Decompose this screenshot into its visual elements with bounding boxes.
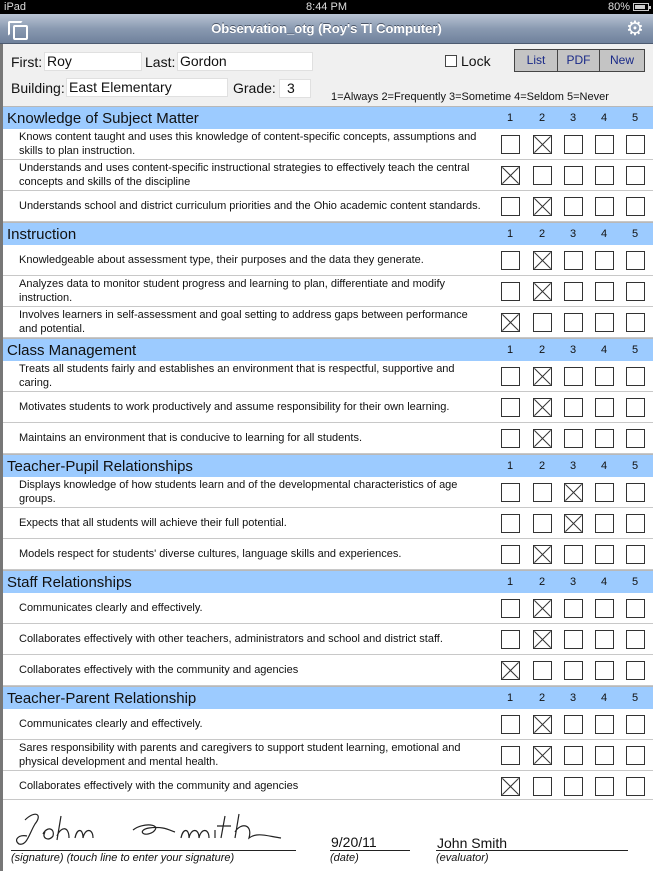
section-header — [3, 106, 653, 129]
rating-checkbox[interactable] — [626, 746, 645, 765]
rating-checkbox[interactable] — [626, 197, 645, 216]
rating-checkbox[interactable] — [501, 599, 520, 618]
rating-checkbox[interactable] — [564, 514, 583, 533]
rating-checkbox[interactable] — [595, 398, 614, 417]
rating-checkbox[interactable] — [595, 545, 614, 564]
rating-checkbox[interactable] — [626, 514, 645, 533]
rating-checkbox[interactable] — [626, 483, 645, 502]
criterion-text: Treats all students fairly and establishes an environment that is respectful, supportive and caring. — [19, 363, 455, 389]
rating-checkbox[interactable] — [564, 313, 583, 332]
scale-number: 3 — [569, 344, 577, 356]
rating-checkbox[interactable] — [564, 282, 583, 301]
rating-checkbox[interactable] — [533, 630, 552, 649]
rating-checkbox[interactable] — [533, 599, 552, 618]
scale-number: 4 — [600, 576, 608, 588]
scale-number: 1 — [506, 228, 514, 240]
scale-number: 2 — [538, 228, 546, 240]
scale-number: 1 — [506, 344, 514, 356]
evaluator-caption: (evaluator) — [436, 852, 489, 864]
criterion-row — [3, 709, 653, 740]
rating-checkbox[interactable] — [501, 514, 520, 533]
rating-checkbox[interactable] — [501, 197, 520, 216]
rating-checkbox[interactable] — [626, 313, 645, 332]
rating-checkbox[interactable] — [501, 746, 520, 765]
rating-checkbox[interactable] — [533, 282, 552, 301]
rating-checkbox[interactable] — [626, 599, 645, 618]
scale-number: 2 — [538, 576, 546, 588]
grade-field[interactable]: 3 — [279, 79, 311, 98]
scale-number: 5 — [631, 460, 639, 472]
evaluator-value[interactable]: John Smith — [437, 835, 508, 851]
scale-number: 5 — [631, 344, 639, 356]
device-label: iPad — [4, 1, 27, 13]
rating-checkbox[interactable] — [501, 313, 520, 332]
signature-first-name-stroke — [17, 814, 93, 844]
scale-number: 2 — [538, 344, 546, 356]
building-label: Building: — [11, 80, 65, 96]
rating-checkbox[interactable] — [501, 398, 520, 417]
lock-label: Lock — [461, 53, 491, 69]
section-title: Staff Relationships — [7, 574, 132, 591]
rating-checkbox[interactable] — [595, 166, 614, 185]
scale-number: 2 — [538, 460, 546, 472]
scale-number: 4 — [600, 460, 608, 472]
scale-number: 3 — [569, 576, 577, 588]
date-caption: (date) — [330, 852, 359, 864]
criterion-text: Understands school and district curriculum priorities and the Ohio academic content standards. — [19, 200, 481, 212]
rating-section — [3, 454, 653, 570]
rating-section — [3, 106, 653, 222]
rating-checkbox[interactable] — [595, 251, 614, 270]
rating-checkbox[interactable] — [501, 777, 520, 796]
criterion-text: Sares responsibility with parents and caregivers to support student learning, emotional and physical development and mental health. — [19, 742, 461, 768]
rating-checkbox[interactable] — [501, 135, 520, 154]
rating-checkbox[interactable] — [564, 429, 583, 448]
criterion-row — [3, 245, 653, 276]
first-label: First: — [11, 54, 43, 70]
criterion-row — [3, 276, 653, 307]
battery-icon — [633, 3, 649, 11]
rating-checkbox[interactable] — [533, 545, 552, 564]
rating-checkbox[interactable] — [595, 514, 614, 533]
rating-checkbox[interactable] — [626, 367, 645, 386]
date-value[interactable]: 9/20/11 — [331, 834, 377, 850]
rating-checkbox[interactable] — [564, 166, 583, 185]
teacher-info — [3, 44, 653, 106]
last-label: Last: — [145, 54, 176, 70]
section-title: Teacher-Pupil Relationships — [7, 458, 193, 475]
rating-checkbox[interactable] — [533, 715, 552, 734]
rating-checkbox[interactable] — [533, 429, 552, 448]
rating-checkbox[interactable] — [626, 630, 645, 649]
rating-checkbox[interactable] — [501, 661, 520, 680]
rating-checkbox[interactable] — [626, 135, 645, 154]
section-header — [3, 686, 653, 709]
rating-checkbox[interactable] — [533, 313, 552, 332]
criterion-row — [3, 655, 653, 686]
scale-number: 1 — [506, 692, 514, 704]
scale-number: 3 — [569, 112, 577, 124]
rating-section — [3, 222, 653, 338]
list-button[interactable]: List — [515, 50, 558, 71]
criterion-text: Models respect for students' diverse cultures, language skills and experiences. — [19, 548, 402, 560]
rating-checkbox[interactable] — [501, 545, 520, 564]
criterion-text: Displays knowledge of how students learn and of the developmental characteristics of age groups. — [19, 479, 458, 505]
scale-number: 4 — [600, 112, 608, 124]
rating-checkbox[interactable] — [626, 661, 645, 680]
rating-checkbox[interactable] — [501, 429, 520, 448]
rating-checkbox[interactable] — [564, 197, 583, 216]
criterion-text: Collaborates effectively with other teachers, administrators and school and district staff. — [19, 633, 443, 645]
lock-toggle[interactable] — [445, 53, 491, 69]
rating-checkbox[interactable] — [501, 251, 520, 270]
rating-checkbox[interactable] — [595, 135, 614, 154]
criterion-text: Communicates clearly and effectively. — [19, 602, 203, 614]
rating-checkbox[interactable] — [595, 429, 614, 448]
last-name-field[interactable]: Gordon — [177, 52, 313, 71]
section-title: Teacher-Parent Relationship — [7, 690, 197, 707]
scale-number: 4 — [600, 228, 608, 240]
lock-checkbox[interactable] — [445, 55, 457, 67]
signature-drawing[interactable] — [13, 808, 293, 850]
rating-checkbox[interactable] — [564, 483, 583, 502]
criterion-text: Analyzes data to monitor student progress and learning to plan, differentiate and modify instruction. — [19, 278, 446, 304]
rating-checkbox[interactable] — [501, 367, 520, 386]
section-title: Class Management — [7, 342, 137, 359]
rating-checkbox[interactable] — [564, 545, 583, 564]
scale-number: 3 — [569, 460, 577, 472]
rating-checkbox[interactable] — [533, 661, 552, 680]
rating-checkbox[interactable] — [595, 777, 614, 796]
gear-icon[interactable]: ⚙ — [626, 18, 644, 40]
signature-line[interactable] — [11, 850, 296, 851]
evaluator-line — [436, 850, 628, 851]
scale-number: 5 — [631, 692, 639, 704]
rating-checkbox[interactable] — [501, 166, 520, 185]
signature-caption: (signature) (touch line to enter your signature) — [11, 852, 235, 864]
criterion-row — [3, 477, 653, 508]
scale-number: 1 — [506, 112, 514, 124]
rating-checkbox[interactable] — [533, 367, 552, 386]
criterion-row — [3, 307, 653, 338]
criterion-row — [3, 423, 653, 454]
rating-checkbox[interactable] — [626, 398, 645, 417]
rating-checkbox[interactable] — [595, 313, 614, 332]
rating-checkbox[interactable] — [564, 135, 583, 154]
rating-checkbox[interactable] — [626, 251, 645, 270]
rating-sections — [3, 106, 653, 802]
scale-number: 3 — [569, 692, 577, 704]
rating-checkbox[interactable] — [626, 715, 645, 734]
rating-checkbox[interactable] — [501, 630, 520, 649]
section-header — [3, 454, 653, 477]
nav-bar — [0, 14, 653, 44]
section-header — [3, 570, 653, 593]
scale-number: 5 — [631, 576, 639, 588]
date-line — [330, 850, 410, 851]
rating-checkbox[interactable] — [626, 545, 645, 564]
scale-number: 5 — [631, 228, 639, 240]
scale-number: 5 — [631, 112, 639, 124]
section-title: Knowledge of Subject Matter — [7, 110, 199, 127]
rating-checkbox[interactable] — [533, 514, 552, 533]
status-bar — [0, 0, 653, 14]
new-button[interactable]: New — [600, 50, 644, 71]
signature-last-name-stroke — [133, 814, 281, 838]
rating-checkbox[interactable] — [595, 630, 614, 649]
rating-checkbox[interactable] — [626, 429, 645, 448]
rating-checkbox[interactable] — [626, 777, 645, 796]
rating-checkbox[interactable] — [595, 715, 614, 734]
rating-legend: 1=Always 2=Frequently 3=Sometime 4=Seldom 5=Never — [331, 91, 609, 103]
clock: 8:44 PM — [306, 1, 347, 13]
rating-checkbox[interactable] — [564, 715, 583, 734]
criterion-row — [3, 771, 653, 802]
criterion-text: Knowledgeable about assessment type, their purposes and the data they generate. — [19, 254, 424, 266]
building-field[interactable]: East Elementary — [66, 78, 228, 97]
criterion-text: Involves learners in self-assessment and goal setting to address gaps between performance and potential. — [19, 309, 468, 335]
rating-checkbox[interactable] — [626, 282, 645, 301]
criterion-row — [3, 160, 653, 191]
rating-checkbox[interactable] — [533, 166, 552, 185]
criterion-text: Knows content taught and uses this knowledge of content-specific concepts, assumptions and skills to plan instruction. — [19, 131, 477, 157]
section-header — [3, 222, 653, 245]
criterion-text: Collaborates effectively with the community and agencies — [19, 780, 299, 792]
rating-checkbox[interactable] — [595, 282, 614, 301]
criterion-text: Motivates students to work productively and assume responsibility for their own learning. — [19, 401, 450, 413]
criterion-row — [3, 593, 653, 624]
rating-checkbox[interactable] — [533, 135, 552, 154]
observation-form — [0, 44, 653, 871]
section-title: Instruction — [7, 226, 77, 243]
rating-checkbox[interactable] — [533, 746, 552, 765]
criterion-text: Collaborates effectively with the community and agencies — [19, 664, 299, 676]
first-name-field[interactable]: Roy — [44, 52, 142, 71]
scale-number: 1 — [506, 576, 514, 588]
criterion-text: Expects that all students will achieve their full potential. — [19, 517, 287, 529]
rating-checkbox[interactable] — [564, 599, 583, 618]
rating-checkbox[interactable] — [533, 251, 552, 270]
rating-checkbox[interactable] — [595, 599, 614, 618]
action-buttons — [514, 49, 645, 72]
battery-percent: 80% — [607, 1, 630, 13]
scale-number: 4 — [600, 692, 608, 704]
window-title: Observation_otg (Roy's TI Computer) — [211, 21, 442, 36]
battery-indicator — [608, 0, 649, 14]
scale-number: 4 — [600, 344, 608, 356]
rating-checkbox[interactable] — [533, 777, 552, 796]
rating-checkbox[interactable] — [595, 661, 614, 680]
criterion-text: Communicates clearly and effectively. — [19, 718, 203, 730]
rating-checkbox[interactable] — [533, 483, 552, 502]
signature-area — [3, 799, 653, 871]
criterion-row — [3, 392, 653, 423]
criterion-row — [3, 508, 653, 539]
rating-checkbox[interactable] — [564, 777, 583, 796]
rating-checkbox[interactable] — [595, 197, 614, 216]
criterion-text: Maintains an environment that is conducive to learning for all students. — [19, 432, 363, 444]
scale-number: 2 — [538, 112, 546, 124]
rating-checkbox[interactable] — [564, 661, 583, 680]
scale-number: 2 — [538, 692, 546, 704]
section-header — [3, 338, 653, 361]
rating-checkbox[interactable] — [533, 398, 552, 417]
rating-checkbox[interactable] — [501, 715, 520, 734]
rating-checkbox[interactable] — [533, 197, 552, 216]
criterion-row — [3, 361, 653, 392]
criterion-text: Understands and uses content-specific instructional strategies to effectively teach the central concepts and skills of the discipline — [19, 162, 470, 188]
rating-checkbox[interactable] — [564, 251, 583, 270]
rating-checkbox[interactable] — [564, 746, 583, 765]
scale-number: 3 — [569, 228, 577, 240]
criterion-row — [3, 191, 653, 222]
rating-checkbox[interactable] — [595, 367, 614, 386]
rating-section — [3, 686, 653, 802]
rating-section — [3, 570, 653, 686]
criterion-row — [3, 539, 653, 570]
criterion-row — [3, 740, 653, 771]
criterion-row — [3, 624, 653, 655]
rating-checkbox[interactable] — [626, 166, 645, 185]
scale-number: 1 — [506, 460, 514, 472]
grade-label: Grade: — [233, 80, 276, 96]
rating-checkbox[interactable] — [501, 483, 520, 502]
rating-section — [3, 338, 653, 454]
rating-checkbox[interactable] — [564, 398, 583, 417]
pdf-button[interactable]: PDF — [558, 50, 600, 71]
rating-checkbox[interactable] — [564, 630, 583, 649]
criterion-row — [3, 129, 653, 160]
rating-checkbox[interactable] — [501, 282, 520, 301]
rating-checkbox[interactable] — [595, 483, 614, 502]
rating-checkbox[interactable] — [564, 367, 583, 386]
rating-checkbox[interactable] — [595, 746, 614, 765]
